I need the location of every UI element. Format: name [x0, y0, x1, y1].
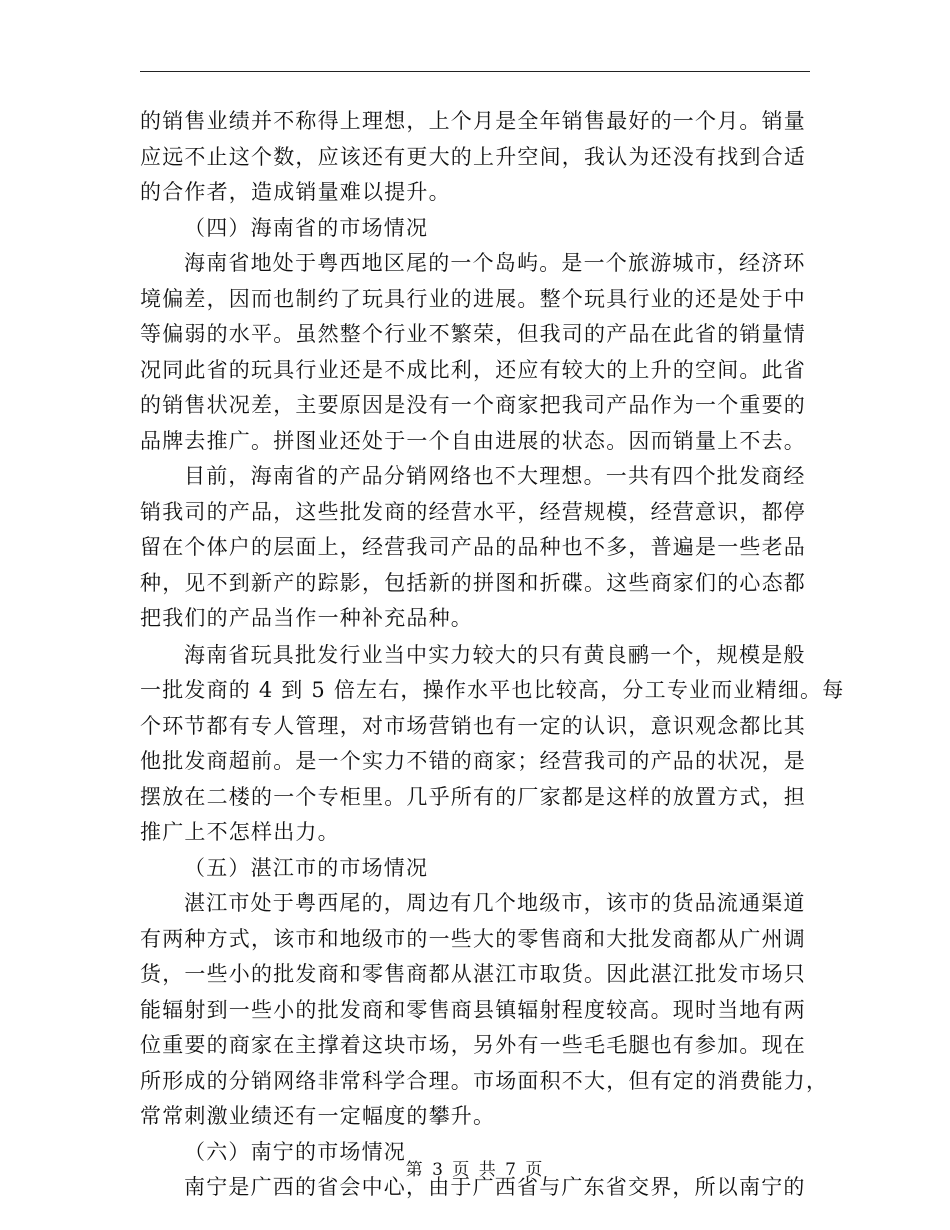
- body-line: 种，见不到新产的踪影，包括新的拼图和折碟。这些商家们的心态都: [140, 570, 806, 595]
- body-line: 他批发商超前。是一个实力不错的商家；经营我司的产品的状况，是: [140, 749, 806, 773]
- body-line: 有两种方式，该市和地级市的一些大的零售商和大批发商都从广州调: [140, 926, 806, 951]
- body-line: 应远不止这个数，应该还有更大的上升空间，我认为还没有找到合适: [140, 144, 806, 169]
- body-line: 所形成的分销网络非常科学合理。市场面积不大，但有定的消费能力，: [140, 1068, 829, 1093]
- body-line: 的合作者，造成销量难以提升。: [140, 180, 451, 204]
- body-line: 境偏差，因而也制约了玩具行业的进展。整个玩具行业的还是处于中: [140, 286, 806, 311]
- body-line: 品牌去推广。拼图业还处于一个自由进展的状态。因而销量上不去。: [140, 428, 806, 453]
- body-line: 况同此省的玩具行业还是不成比利，还应有较大的上升的空间。此省: [140, 357, 806, 382]
- body-line: 推广上不怎样出力。: [140, 820, 340, 844]
- body-line: 等偏弱的水平。虽然整个行业不繁荣，但我司的产品在此省的销量情: [140, 322, 806, 346]
- body-line: 南宁是广西的省会中心，由于广西省与广东省交界，所以南宁的: [184, 1175, 806, 1199]
- body-line: 的销售业绩并不称得上理想，上个月是全年销售最好的一个月。销量: [140, 109, 806, 133]
- body-line: 一批发商的 4 到 5 倍左右，操作水平也比较高，分工专业而业精细。每: [140, 678, 845, 702]
- section-heading: （六）南宁的市场情况: [184, 1139, 406, 1164]
- page-number: 第 3 页 共 7 页: [405, 1160, 545, 1180]
- body-line: 海南省玩具批发行业当中实力较大的只有黄良鹂一个，规模是般: [184, 642, 806, 667]
- section-heading: （五）湛江市的市场情况: [184, 855, 429, 880]
- body-line: 把我们的产品当作一种补充品种。: [140, 606, 473, 630]
- header-rule: [140, 71, 810, 72]
- body-line: 湛江市处于粤西尾的，周边有几个地级市，该市的货品流通渠道: [184, 891, 806, 915]
- document-body: [140, 104, 845, 1206]
- body-line: 留在个体户的层面上，经营我司产品的品种也不多，普遍是一些老品: [140, 535, 806, 559]
- body-line: 销我司的产品，这些批发商的经营水平，经营规模，经营意识，都停: [140, 499, 806, 524]
- body-line: 的销售状况差，主要原因是没有一个商家把我司产品作为一个重要的: [140, 393, 806, 417]
- body-line: 海南省地处于粤西地区尾的一个岛屿。是一个旅游城市，经济环: [184, 251, 806, 275]
- body-line: 摆放在二楼的一个专柜里。几乎所有的厂家都是这样的放置方式，担: [140, 784, 806, 809]
- body-line: 个环节都有专人管理，对市场营销也有一定的认识，意识观念都比其: [140, 713, 806, 738]
- body-line: 货，一些小的批发商和零售商都从湛江市取货。因此湛江批发市场只: [140, 962, 806, 986]
- body-line: 位重要的商家在主撑着这块市场，另外有一些毛毛腿也有参加。现在: [140, 1033, 806, 1057]
- body-line: 能辐射到一些小的批发商和零售商县镇辐射程度较高。现时当地有两: [140, 997, 806, 1022]
- section-heading: （四）海南省的市场情况: [184, 215, 429, 240]
- body-line: 目前，海南省的产品分销网络也不大理想。一共有四个批发商经: [184, 464, 806, 488]
- body-line: 常常刺激业绩还有一定幅度的攀升。: [140, 1104, 496, 1128]
